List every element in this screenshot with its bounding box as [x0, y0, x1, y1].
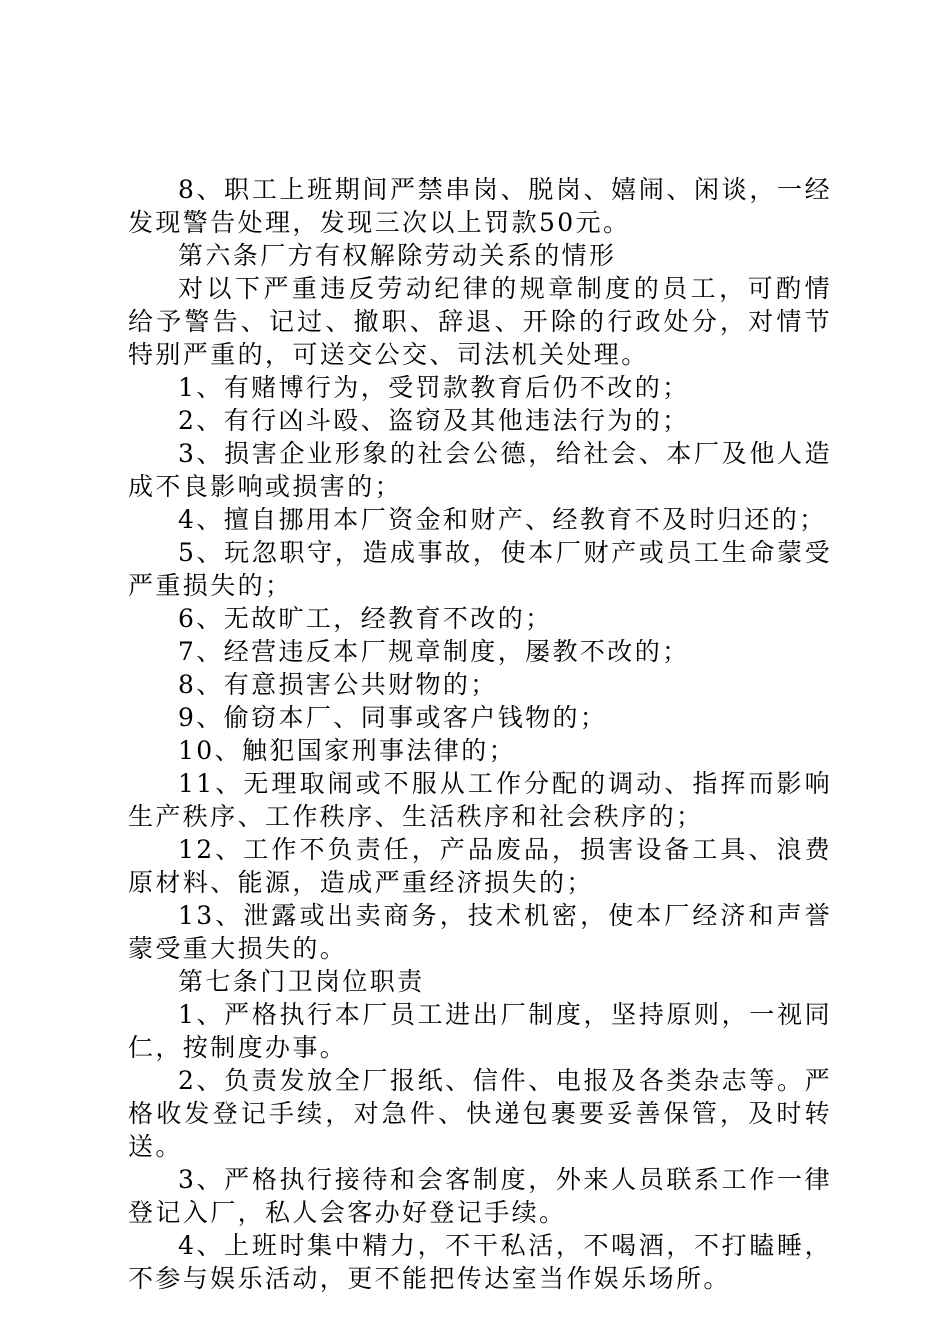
list-item: 11、无理取闹或不服从工作分配的调动、指挥而影响生产秩序、工作秩序、生活秩序和社会秩序的；: [128, 769, 832, 831]
document-body: [128, 173, 832, 1295]
list-item: 4、上班时集中精力，不干私活，不喝酒，不打瞌睡，不参与娱乐活动，更不能把传达室当作娱乐场所。: [128, 1231, 832, 1293]
list-item: 10、触犯国家刑事法律的；: [178, 736, 517, 765]
section-heading: 第六条厂方有权解除劳动关系的情形: [178, 241, 617, 270]
list-item: 9、偷窃本厂、同事或客户钱物的；: [178, 703, 608, 732]
list-item: 12、工作不负责任，产品废品，损害设备工具、浪费原材料、能源，造成严重经济损失的；: [128, 835, 832, 897]
list-item: 5、玩忽职守，造成事故，使本厂财产或员工生命蒙受严重损失的；: [128, 538, 832, 600]
section-heading: 第七条门卫岗位职责: [178, 967, 425, 996]
list-item: 3、损害企业形象的社会公德，给社会、本厂及他人造成不良影响或损害的；: [128, 439, 832, 501]
list-item: 2、有行凶斗殴、盗窃及其他违法行为的；: [178, 406, 690, 435]
list-item: 2、负责发放全厂报纸、信件、电报及各类杂志等。严格收发登记手续，对急件、快递包裹要妥善保管，及时转送。: [128, 1066, 832, 1161]
paragraph: 对以下严重违反劳动纪律的规章制度的员工，可酌情给予警告、记过、撤职、辞退、开除的行政处分，对情节特别严重的，可送交公交、司法机关处理。: [128, 274, 832, 369]
list-item: 4、擅自挪用本厂资金和财产、经教育不及时归还的；: [178, 505, 827, 534]
list-item: 8、有意损害公共财物的；: [178, 670, 498, 699]
list-item: 3、严格执行接待和会客制度，外来人员联系工作一律登记入厂，私人会客办好登记手续。: [128, 1165, 832, 1227]
list-item: 6、无故旷工，经教育不改的；: [178, 604, 553, 633]
paragraph: 8、职工上班期间严禁串岗、脱岗、嬉闹、闲谈，一经发现警告处理，发现三次以上罚款50元。: [128, 175, 832, 237]
list-item: 1、有赌博行为，受罚款教育后仍不改的；: [178, 373, 690, 402]
list-item: 7、经营违反本厂规章制度，屡教不改的；: [178, 637, 690, 666]
list-item: 13、泄露或出卖商务，技术机密，使本厂经济和声誉蒙受重大损失的。: [128, 901, 832, 963]
list-item: 1、严格执行本厂员工进出厂制度，坚持原则，一视同仁，按制度办事。: [128, 1000, 832, 1062]
